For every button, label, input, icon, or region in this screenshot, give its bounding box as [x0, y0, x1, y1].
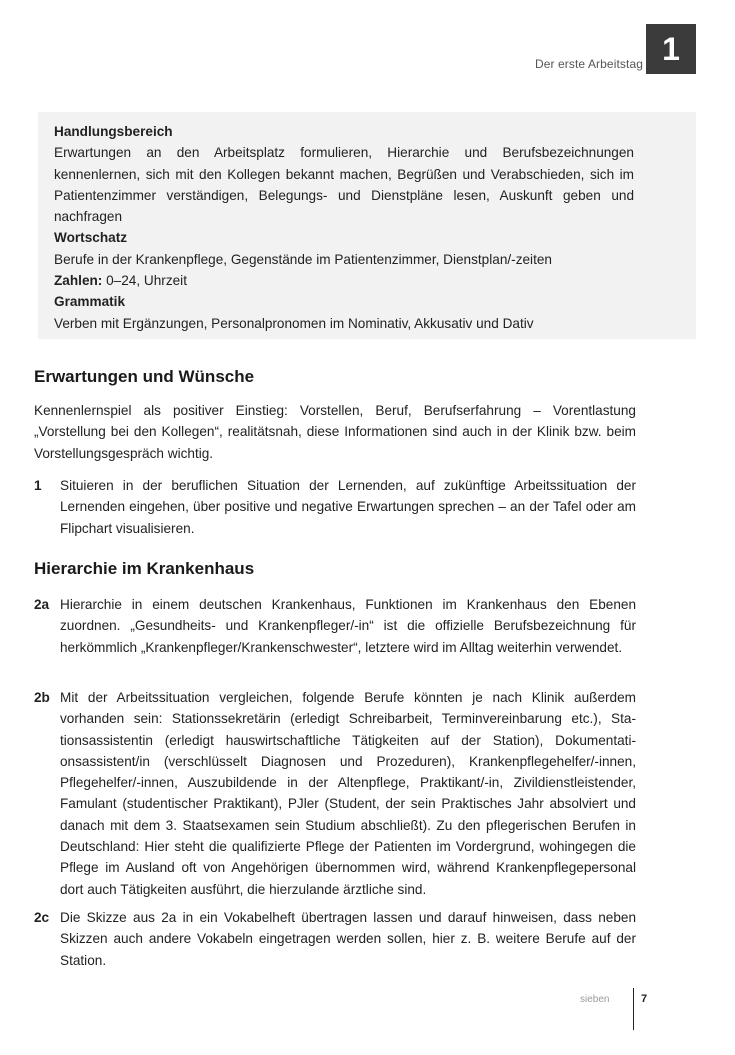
task-item-2a: [34, 594, 636, 658]
task-text: Situieren in der beruflichen Situation der Lernenden, auf zukünftige Arbeitssituation der Lernenden eingehen, über positive und negative Erwartungen sprechen – an der Tafel oder am Flipchart visualisieren.: [60, 478, 636, 536]
task-number: 2a: [34, 597, 50, 612]
task-item-2b: [34, 687, 636, 900]
task-number: 1: [34, 478, 42, 493]
page-number: 7: [641, 993, 648, 1005]
wortschatz-text: Berufe in der Krankenpflege, Gegenstände im Patientenzimmer, Dienstplan/-zeiten: [54, 251, 552, 267]
section-heading-erwartungen: Erwartungen und Wünsche: [34, 367, 255, 386]
task-number: 2b: [34, 690, 50, 705]
task-number: 2c: [34, 910, 50, 925]
task-text: Mit der Arbeitssituation vergleichen, folgende Berufe könnten je nach Klinik außerdem vorhanden sein: Stationssekretärin (erledigt Schreibarbeit, Terminvereinbarung etc.), Stationsassistentin (erledigt hauswirtschaftliche Tätigkeiten auf der Station), Dokumentationsassistent/in (verschlüsselt Diagnosen und Prozeduren), Krankenpflegehelfer/-innen, Pflegehelfer/-innen, Auszubildende in der Altenpflege, Praktikant/-in, Zivildienstleistender, Famulant (studentischer Praktikant), PJler (Student, der sein Praktisches Jahr absolviert und danach mit dem 3. Staatsexamen sein Studium abschließt). Zu den pflegerischen Berufen in Deutschland: Hier steht die qualifizierte Pflege der Patienten im Vordergrund, wohingegen die Pflege im Ausland oft von Angehörigen übernommen wird, während Krankenpflegepersonal dort auch Tätigkeiten ausführt, die hierzulande ärztliche sind.: [60, 690, 636, 897]
task-item-2c: [34, 907, 636, 971]
task-text: Die Skizze aus 2a in ein Vokabelheft übertragen lassen und darauf hinweisen, dass neben Skizzen auch andere Vokabeln eingetragen werden sollen, hier z. B. weitere Berufe auf der Station.: [60, 910, 636, 968]
page-header: [0, 24, 735, 74]
wortschatz-label: Wortschatz: [54, 230, 128, 246]
info-box-content: [54, 121, 634, 334]
section-intro: Kennenlernspiel als positiver Einstieg: Vorstellen, Beruf, Berufserfahrung – Vorentlastung „Vorstellung bei den Kollegen“, realitätsnah, diese Informationen sind auch in der Klinik bzw. beim Vorstellungsgespräch wichtig.: [34, 403, 636, 461]
grammatik-text: Verben mit Ergänzungen, Personalpronomen im Nominativ, Akkusativ und Dativ: [54, 315, 534, 331]
zahlen-line: [54, 270, 634, 291]
grammatik-label: Grammatik: [54, 294, 126, 310]
section-heading-hierarchie: Hierarchie im Krankenhaus: [34, 559, 255, 578]
handlungsbereich-label: Handlungsbereich: [54, 124, 173, 139]
page-number-word: sieben: [580, 994, 610, 1005]
running-title: Der erste Arbeitstag: [534, 57, 643, 71]
chapter-number-badge: 1: [646, 24, 696, 74]
handlungsbereich-text: Erwartungen an den Arbeitsplatz formulieren, Hierarchie und Berufsbezeichnungen kennenlernen, sich mit den Kollegen bekannt machen, Begrüßen und Verabschieden, sich im Patientenzimmer verständigen, Belegungs- und Dienstpläne lesen, Auskunft geben und nachfragen: [54, 145, 634, 225]
zahlen-text: 0–24, Uhrzeit: [102, 273, 187, 289]
task-text: Hierarchie in einem deutschen Krankenhaus, Funktionen im Krankenhaus den Ebenen zuordnen. „Gesundheits- und Krankenpfleger/-in“ ist die offizielle Berufsbezeichnung für herkömmlich „Krankenpfleger/Krankenschwester“, letztere wird im Alltag weiterhin verwendet.: [60, 597, 636, 655]
zahlen-label: Zahlen:: [54, 273, 103, 289]
footer-divider: [633, 988, 634, 1030]
task-item-1: [34, 475, 636, 539]
